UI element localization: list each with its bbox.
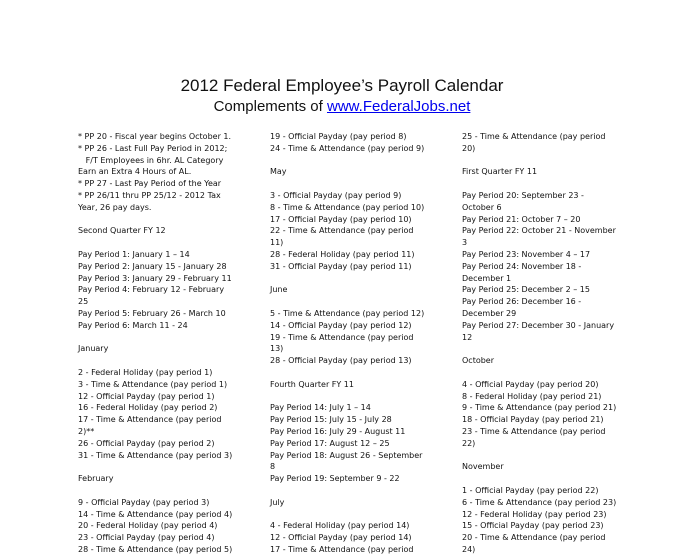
- calendar-column-1: [78, 131, 253, 556]
- text-line: [462, 450, 637, 462]
- text-line: * PP 27 - Last Pay Period of the Year: [78, 179, 222, 189]
- text-line: [270, 391, 445, 403]
- text-line: 28 - Time & Attendance (pay period 5): [78, 544, 233, 554]
- text-line: 20 - Time & Attendance (pay period: [462, 533, 606, 543]
- text-line: Pay Period 20: September 23 -: [462, 190, 584, 200]
- text-line: 13): [270, 344, 284, 354]
- text-line: October: [462, 356, 495, 366]
- text-line: Pay Period 25: December 2 – 15: [462, 285, 590, 295]
- text-line: 18 - Official Payday (pay period 21): [462, 415, 604, 425]
- text-line: Pay Period 26: December 16 -: [462, 297, 582, 307]
- text-line: 19 - Time & Attendance (pay period: [270, 332, 414, 342]
- text-line: 28 - Official Payday (pay period 13): [270, 356, 412, 366]
- text-line: 17 - Official Payday (pay period 10): [270, 214, 412, 224]
- text-line: 12 - Federal Holiday (pay period 23): [462, 509, 607, 519]
- text-line: Year, 26 pay days.: [78, 202, 152, 212]
- text-line: 3 - Time & Attendance (pay period 1): [78, 379, 228, 389]
- text-line: 22 - Time & Attendance (pay period: [270, 226, 414, 236]
- text-line: [78, 355, 253, 367]
- text-line: [270, 273, 445, 285]
- text-line: 31 - Official Payday (pay period 11): [270, 261, 412, 271]
- text-line: 3 - Official Payday (pay period 9): [270, 190, 402, 200]
- text-line: 17 - Time & Attendance (pay period: [270, 544, 414, 554]
- text-line: [270, 296, 445, 308]
- text-line: 28 - Federal Holiday (pay period 11): [270, 249, 415, 259]
- text-line: [462, 178, 637, 190]
- text-line: 11): [270, 238, 284, 248]
- text-line: 2 - Federal Holiday (pay period 1): [78, 367, 213, 377]
- text-line: * PP 26/11 thru PP 25/12 - 2012 Tax: [78, 190, 221, 200]
- text-line: Pay Period 6: March 11 - 24: [78, 320, 188, 330]
- text-line: 12 - Official Payday (pay period 1): [78, 391, 215, 401]
- text-line: 6 - Time & Attendance (pay period 23): [462, 497, 617, 507]
- text-line: 24): [462, 544, 476, 554]
- text-line: Pay Period 19: September 9 - 22: [270, 474, 400, 484]
- text-line: Pay Period 2: January 15 - January 28: [78, 261, 227, 271]
- text-line: Pay Period 24: November 18 -: [462, 261, 582, 271]
- text-line: 17 - Time & Attendance (pay period: [78, 415, 222, 425]
- text-line: 5 - Time & Attendance (pay period 12): [270, 308, 425, 318]
- text-line: Pay Period 15: July 15 - July 28: [270, 415, 392, 425]
- text-line: Pay Period 22: October 21 - November: [462, 226, 616, 236]
- text-line: 22): [462, 438, 476, 448]
- text-line: 16 - Federal Holiday (pay period 2): [78, 403, 218, 413]
- text-line: December 1: [462, 273, 512, 283]
- text-line: [270, 155, 445, 167]
- text-line: [270, 509, 445, 521]
- text-line: 14 - Time & Attendance (pay period 4): [78, 509, 233, 519]
- text-line: June: [270, 285, 288, 295]
- text-line: 24 - Time & Attendance (pay period 9): [270, 143, 425, 153]
- text-line: 4 - Official Payday (pay period 20): [462, 379, 599, 389]
- text-line: Pay Period 27: December 30 - January: [462, 320, 615, 330]
- text-line: 8 - Time & Attendance (pay period 10): [270, 202, 425, 212]
- text-line: [78, 214, 253, 226]
- text-line: Fourth Quarter FY 11: [270, 379, 354, 389]
- text-line: 25 - Time & Attendance (pay period: [462, 132, 606, 141]
- text-line: Pay Period 21: October 7 – 20: [462, 214, 581, 224]
- text-line: * PP 20 - Fiscal year begins October 1.: [78, 132, 232, 141]
- text-line: 2)**: [78, 426, 95, 436]
- text-line: 25: [78, 297, 89, 307]
- text-line: [462, 473, 637, 485]
- calendar-column-2: [270, 131, 445, 556]
- text-line: Pay Period 14: July 1 – 14: [270, 403, 371, 413]
- text-line: 26 - Official Payday (pay period 2): [78, 438, 215, 448]
- text-line: [462, 343, 637, 355]
- text-line: 12: [462, 332, 473, 342]
- text-line: November: [462, 462, 504, 472]
- text-line: * PP 26 - Last Full Pay Period in 2012;: [78, 143, 228, 153]
- text-line: [270, 485, 445, 497]
- text-line: 23 - Official Payday (pay period 4): [78, 533, 215, 543]
- page-subtitle: [0, 98, 684, 116]
- text-line: 9 - Official Payday (pay period 3): [78, 497, 210, 507]
- text-line: 20): [462, 143, 476, 153]
- text-line: February: [78, 474, 114, 484]
- text-line: 8 - Federal Holiday (pay period 21): [462, 391, 602, 401]
- text-line: 15 - Official Payday (pay period 23): [462, 521, 604, 531]
- text-line: Pay Period 5: February 26 - March 10: [78, 308, 226, 318]
- text-line: 20 - Federal Holiday (pay period 4): [78, 521, 218, 531]
- text-line: July: [270, 497, 285, 507]
- text-line: [462, 367, 637, 379]
- text-line: 4 - Federal Holiday (pay period 14): [270, 521, 410, 531]
- text-line: First Quarter FY 11: [462, 167, 538, 177]
- text-line: January: [78, 344, 109, 354]
- text-line: Pay Period 17: August 12 – 25: [270, 438, 390, 448]
- text-line: [270, 367, 445, 379]
- calendar-column-3: [462, 131, 637, 556]
- text-line: 8: [270, 462, 276, 472]
- text-line: [78, 332, 253, 344]
- text-line: [462, 155, 637, 167]
- text-line: Pay Period 3: January 29 - February 11: [78, 273, 232, 283]
- text-line: F/T Employees in 6hr. AL Category: [78, 155, 224, 165]
- text-line: 1 - Official Payday (pay period 22): [462, 485, 599, 495]
- text-line: 19 - Official Payday (pay period 8): [270, 132, 407, 141]
- text-line: [78, 485, 253, 497]
- text-line: Second Quarter FY 12: [78, 226, 166, 236]
- subtitle-prefix: Complements of: [213, 98, 327, 115]
- page-title: 2012 Federal Employee’s Payroll Calendar: [180, 76, 504, 95]
- federaljobs-link[interactable]: www.FederalJobs.net: [326, 98, 471, 115]
- text-line: October 6: [462, 202, 502, 212]
- text-line: [78, 461, 253, 473]
- text-line: 31 - Time & Attendance (pay period 3): [78, 450, 233, 460]
- text-line: Pay Period 1: January 1 – 14: [78, 249, 190, 259]
- text-line: [78, 237, 253, 249]
- text-line: Earn an Extra 4 Hours of AL.: [78, 167, 192, 177]
- text-line: 9 - Time & Attendance (pay period 21): [462, 403, 617, 413]
- text-line: Pay Period 16: July 29 - August 11: [270, 426, 406, 436]
- text-line: 14 - Official Payday (pay period 12): [270, 320, 412, 330]
- text-line: 23 - Time & Attendance (pay period: [462, 426, 606, 436]
- text-line: May: [270, 167, 287, 177]
- text-line: Pay Period 23: November 4 – 17: [462, 249, 591, 259]
- text-line: [270, 178, 445, 190]
- text-line: Pay Period 4: February 12 - February: [78, 285, 225, 295]
- text-line: Pay Period 18: August 26 - September: [270, 450, 423, 460]
- text-line: 3: [462, 238, 468, 248]
- text-line: December 29: [462, 308, 517, 318]
- text-line: 12 - Official Payday (pay period 14): [270, 533, 412, 543]
